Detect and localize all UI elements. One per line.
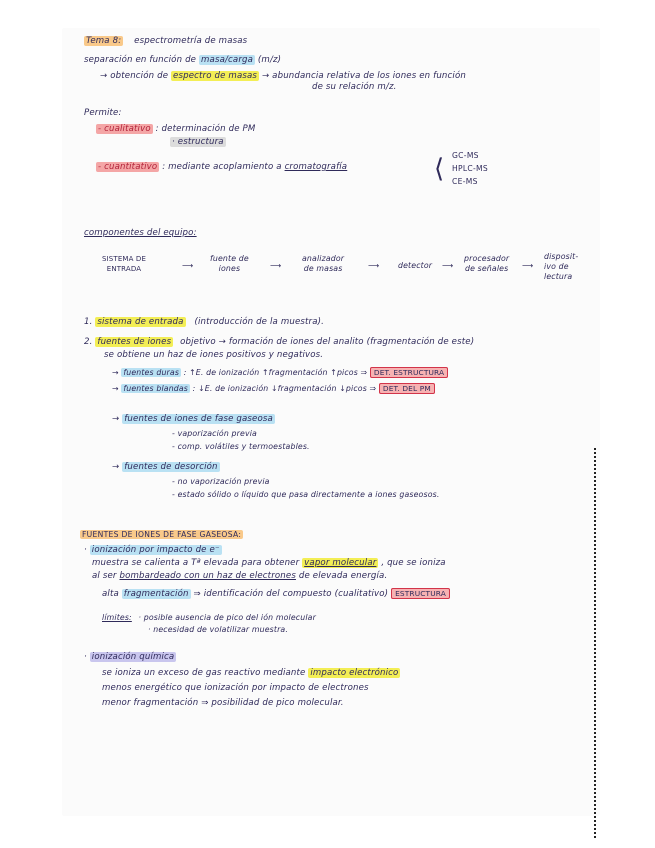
- gas-volatiles: - comp. volátiles y termoestables.: [172, 442, 310, 451]
- qi-line-2: menos energético que ionización por impacto de electrones: [102, 683, 369, 693]
- det-estructura-box: DET. ESTRUCTURA: [370, 367, 448, 378]
- flow-procesador: procesador de señales: [464, 254, 510, 273]
- flow-detector: detector: [398, 261, 433, 270]
- binding-edge: [592, 448, 596, 838]
- topic-title: espectrometría de masas: [134, 36, 248, 46]
- fuentes-duras-label: fuentes duras: [123, 368, 180, 377]
- impacto-electrones-label: ionización por impacto de e⁻: [91, 545, 220, 555]
- impacto-electronico-highlight: impacto electrónico: [310, 668, 399, 678]
- sistema-entrada-desc: (introducción de la muestra).: [194, 317, 325, 327]
- fase-gaseosa-label: fuentes de iones de fase gaseosa: [124, 414, 273, 424]
- fragmentacion-highlight: fragmentación: [123, 589, 189, 599]
- fuentes-iones-objective: objetivo → formación de iones del analito (fragmentación de este): [180, 337, 475, 347]
- fuentes-blandas-row: → fuentes blandas : ↓E. de ionización ↓fragmentación ↓picos ⇒ DET. DEL PM: [112, 383, 435, 394]
- fuentes-duras-text: : ↑E. de ionización ↑fragmentación ↑picos ⇒: [183, 368, 368, 377]
- vapor-molecular-highlight: vapor molecular: [304, 558, 377, 568]
- estructura-box: ESTRUCTURA: [391, 588, 450, 599]
- fuentes-duras-row: → fuentes duras : ↑E. de ionización ↑fragmentación ↑picos ⇒ DET. ESTRUCTURA: [112, 367, 448, 378]
- gc-ms: GC-MS: [452, 151, 479, 160]
- hyphenation-brace: ⟨: [434, 154, 445, 184]
- cuantitativo-row: [96, 162, 347, 173]
- gaseosa-title: [80, 529, 243, 540]
- sistema-entrada-row: [84, 317, 324, 328]
- mass-spectrum-highlight: espectro de masas: [173, 71, 258, 81]
- ce-ms: CE-MS: [452, 177, 478, 186]
- ie-line-2-post: de elevada energía.: [298, 571, 388, 581]
- cualitativo-pm: : determinación de PM: [155, 124, 256, 134]
- equipo-title: componentes del equipo:: [84, 228, 197, 238]
- flow-arrow-3: ⟶: [368, 261, 380, 270]
- limite-2: · necesidad de volatilizar muestra.: [148, 625, 288, 634]
- gas-vaporizacion: - vaporización previa: [172, 429, 257, 438]
- fuentes-blandas-text: : ↓E. de ionización ↓fragmentación ↓picos ⇒: [192, 384, 377, 393]
- flow-arrow-2: ⟶: [270, 261, 282, 270]
- notebook-page: [62, 28, 600, 816]
- flow-arrow-5: ⟶: [522, 261, 534, 270]
- intro-text: separación en función de: [84, 55, 197, 65]
- hplc-ms: HPLC-MS: [452, 164, 489, 173]
- structure-text: · estructura: [172, 137, 224, 147]
- ie-line-2: [92, 571, 387, 582]
- intro-line-3: de su relación m/z.: [312, 82, 397, 92]
- ie-line-1-text: muestra se calienta a Tª elevada para obtener: [92, 558, 300, 568]
- qi-line-1: [102, 668, 400, 679]
- cualitativo-label: - cualitativo: [98, 124, 151, 134]
- fuentes-haz: se obtiene un haz de iones positivos y negativos.: [104, 350, 324, 360]
- desorcion-row: → fuentes de desorción: [112, 462, 218, 472]
- flow-analizador: analizador de masas: [302, 254, 345, 273]
- topic-tag: Tema 8:: [86, 36, 122, 46]
- qi-line-3: menor fragmentación ⇒ posibilidad de pico molecular.: [102, 698, 344, 708]
- ie-line-1: [92, 558, 446, 569]
- impacto-electrones-title: · ionización por impacto de e⁻: [84, 545, 220, 555]
- intro-abundance-text: → abundancia relativa de los iones en función: [261, 71, 466, 81]
- det-pm-box: DET. DEL PM: [379, 383, 435, 394]
- fuentes-iones-highlight: fuentes de iones: [97, 337, 172, 347]
- flow-sistema-entrada: SISTEMA DE ENTRADA: [102, 255, 147, 273]
- qi-line-1-text: se ioniza un exceso de gas reactivo mediante: [102, 668, 306, 678]
- fuentes-iones-row: [84, 337, 474, 348]
- gaseosa-title-text: FUENTES DE IONES DE FASE GASEOSA:: [82, 530, 242, 539]
- flow-fuente-iones: fuente de iones: [210, 254, 249, 273]
- ie-identificacion: ⇒ identificación del compuesto (cualitativo): [193, 589, 389, 599]
- cuantitativo-text: : mediante acoplamiento a: [162, 162, 282, 172]
- ie-line-3: [102, 588, 450, 600]
- ionizacion-quimica-title: · ionización química: [84, 652, 175, 662]
- permite-label: Permite:: [84, 108, 122, 118]
- flow-arrow-1: ⟶: [182, 261, 194, 270]
- intro-line-1: [84, 55, 281, 66]
- intro-arrow-text: → obtención de: [100, 71, 169, 81]
- mass-charge-highlight: masa/carga: [201, 55, 254, 65]
- cualitativo-structure: [170, 137, 226, 148]
- desorcion-no-vapor: - no vaporización previa: [172, 477, 270, 486]
- limite-1: · posible ausencia de pico del ión molecular: [138, 613, 316, 622]
- flow-arrow-4: ⟶: [442, 261, 454, 270]
- mz-text: (m/z): [257, 55, 282, 65]
- limites-label: límites:: [102, 613, 132, 622]
- alta-text: alta: [102, 589, 119, 599]
- ie-line-1-post: , que se ioniza: [381, 558, 446, 568]
- fase-gaseosa-row: → fuentes de iones de fase gaseosa: [112, 414, 273, 424]
- cuantitativo-label: - cuantitativo: [98, 162, 158, 172]
- topic-header: [84, 36, 247, 47]
- item-number-1: 1.: [84, 317, 93, 327]
- desorcion-estado: - estado sólido o líquido que pasa directamente a iones gaseosos.: [172, 490, 440, 499]
- limites-row: [102, 612, 316, 623]
- desorcion-label: fuentes de desorción: [124, 462, 218, 472]
- ionizacion-quimica-label: ionización química: [91, 652, 175, 662]
- bombardeo-text: bombardeado con un haz de electrones: [119, 571, 296, 581]
- ie-line-2-text: al ser: [92, 571, 117, 581]
- sistema-entrada-highlight: sistema de entrada: [97, 317, 184, 327]
- chromatography-text: cromatografía: [284, 162, 348, 172]
- flow-dispositivo: disposit- ivo de lectura: [544, 252, 579, 281]
- fuentes-blandas-label: fuentes blandas: [123, 384, 189, 393]
- cualitativo-row: [96, 124, 255, 135]
- item-number-2: 2.: [84, 337, 93, 347]
- intro-line-2: [100, 71, 466, 82]
